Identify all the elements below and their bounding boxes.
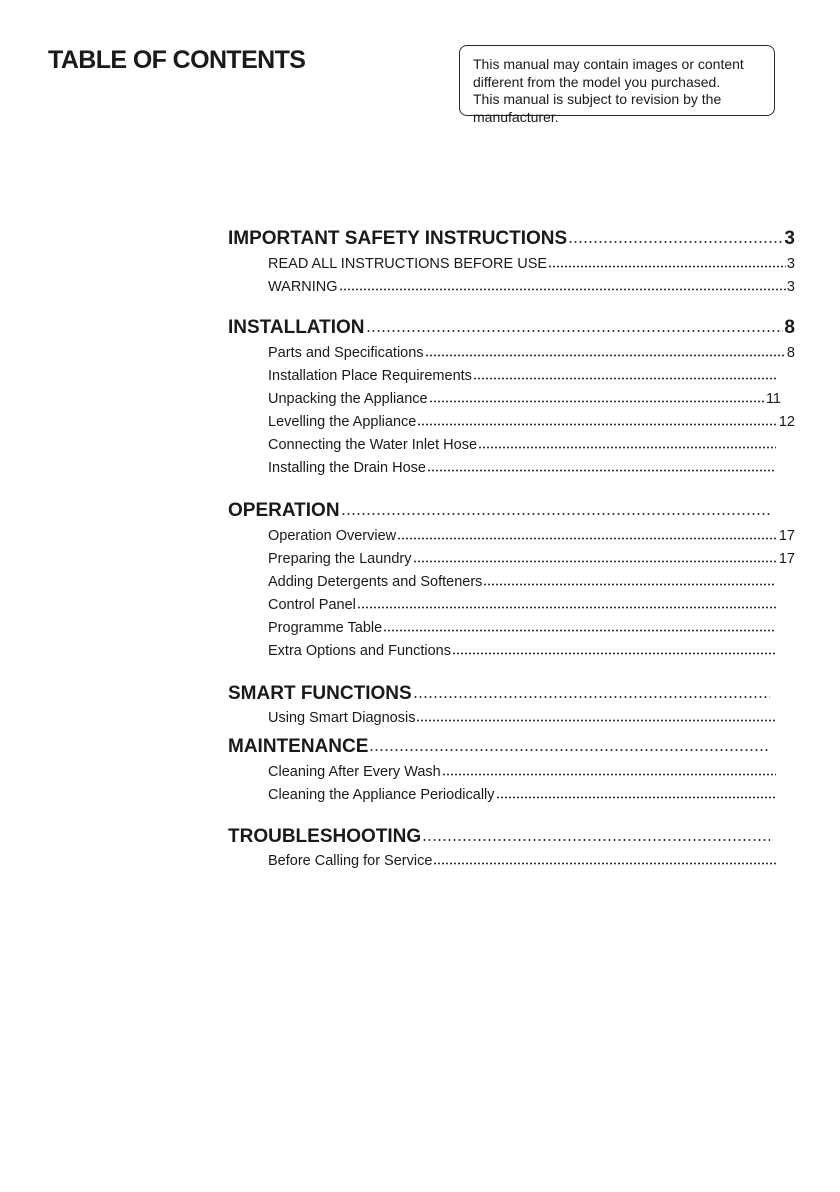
toc-page-number: 17 — [778, 528, 795, 544]
toc-entry[interactable] — [268, 414, 795, 430]
toc-entry[interactable] — [268, 551, 795, 567]
toc-section-title: IMPORTANT SAFETY INSTRUCTIONS — [228, 228, 568, 249]
leader-dots — [397, 537, 778, 540]
toc-entry[interactable] — [268, 620, 777, 636]
leader-dots — [416, 719, 776, 722]
toc-section-title: INSTALLATION — [228, 317, 365, 338]
toc-page-number: 3 — [786, 279, 795, 295]
toc-page-number: 11 — [765, 391, 781, 407]
toc-entry[interactable] — [268, 597, 777, 613]
toc-entry[interactable] — [268, 345, 795, 361]
toc-section-title: SMART FUNCTIONS — [228, 683, 412, 704]
leader-dots — [427, 469, 776, 472]
toc-section-maintenance[interactable] — [228, 736, 771, 758]
toc-entry[interactable] — [268, 437, 777, 453]
toc-page-number: 8 — [784, 317, 795, 338]
toc-section-title: TROUBLESHOOTING — [228, 826, 422, 847]
toc-entry-title: Unpacking the Appliance — [268, 391, 428, 407]
leader-dots — [452, 652, 776, 655]
leader-dots — [496, 796, 776, 799]
toc-section-smart-functions[interactable] — [228, 683, 771, 705]
revision-notice-box — [459, 45, 775, 125]
page-title: TABLE OF CONTENTS — [48, 46, 306, 74]
toc-entry-title: Before Calling for Service — [268, 853, 433, 869]
toc-entry[interactable] — [268, 853, 777, 869]
leader-dots — [366, 329, 784, 333]
leader-dots — [422, 838, 770, 842]
toc-entry-title: Extra Options and Functions — [268, 643, 451, 659]
leader-dots — [433, 862, 776, 865]
toc-section-troubleshooting[interactable] — [228, 826, 771, 848]
toc-entry-title: Preparing the Laundry — [268, 551, 412, 567]
toc-entry-title: Installing the Drain Hose — [268, 460, 426, 476]
toc-section-safety[interactable] — [228, 228, 795, 250]
leader-dots — [339, 288, 786, 291]
leader-dots — [383, 629, 776, 632]
toc-entry-title: READ ALL INSTRUCTIONS BEFORE USE — [268, 256, 548, 272]
toc-entry[interactable] — [268, 787, 777, 803]
toc-entry[interactable] — [268, 574, 777, 590]
toc-entry-title: Cleaning the Appliance Periodically — [268, 787, 495, 803]
toc-entry[interactable] — [268, 256, 795, 272]
toc-entry-title: Operation Overview — [268, 528, 397, 544]
toc-entry[interactable] — [268, 643, 777, 659]
toc-entry-title: Adding Detergents and Softeners — [268, 574, 483, 590]
leader-dots — [548, 265, 786, 268]
leader-dots — [429, 400, 765, 403]
leader-dots — [568, 240, 783, 244]
toc-page-number: 17 — [778, 551, 795, 567]
toc-entry[interactable] — [268, 528, 795, 544]
toc-entry-title: Levelling the Appliance — [268, 414, 417, 430]
leader-dots — [442, 773, 776, 776]
leader-dots — [425, 354, 786, 357]
toc-page-number: 3 — [786, 256, 795, 272]
toc-page-number: 12 — [778, 414, 795, 430]
toc-entry-title: Installation Place Requirements — [268, 368, 472, 384]
notice-line: This manual is subject to revision by the — [473, 91, 722, 107]
toc-entry[interactable] — [268, 279, 795, 295]
toc-entry-title: WARNING — [268, 279, 338, 295]
leader-dots — [341, 512, 770, 516]
notice-line: manufacturer. — [473, 108, 559, 125]
toc-entry-title: Parts and Specifications — [268, 345, 424, 361]
leader-dots — [478, 446, 776, 449]
leader-dots — [473, 377, 776, 380]
toc-entry-title: Using Smart Diagnosis — [268, 710, 416, 726]
toc-entry[interactable] — [268, 368, 777, 384]
leader-dots — [369, 748, 770, 752]
toc-entry-title: Connecting the Water Inlet Hose — [268, 437, 478, 453]
toc-section-title: OPERATION — [228, 500, 340, 521]
leader-dots — [413, 695, 770, 699]
toc-entry-title: Programme Table — [268, 620, 383, 636]
toc-entry[interactable] — [268, 391, 781, 407]
leader-dots — [417, 423, 778, 426]
toc-section-title: MAINTENANCE — [228, 736, 369, 757]
notice-line: This manual may contain images or content — [473, 56, 744, 72]
notice-line: different from the model you purchased. — [473, 73, 721, 90]
toc-entry[interactable] — [268, 764, 777, 780]
toc-entry-title: Cleaning After Every Wash — [268, 764, 441, 780]
toc-section-operation[interactable] — [228, 500, 771, 522]
leader-dots — [483, 583, 776, 586]
toc-entry[interactable] — [268, 710, 777, 726]
toc-page-number: 8 — [786, 345, 795, 361]
toc-section-installation[interactable] — [228, 317, 795, 339]
toc-page-number: 3 — [784, 228, 795, 249]
toc-entry-title: Control Panel — [268, 597, 356, 613]
toc-entry[interactable] — [268, 460, 777, 476]
leader-dots — [413, 560, 778, 563]
leader-dots — [357, 606, 776, 609]
